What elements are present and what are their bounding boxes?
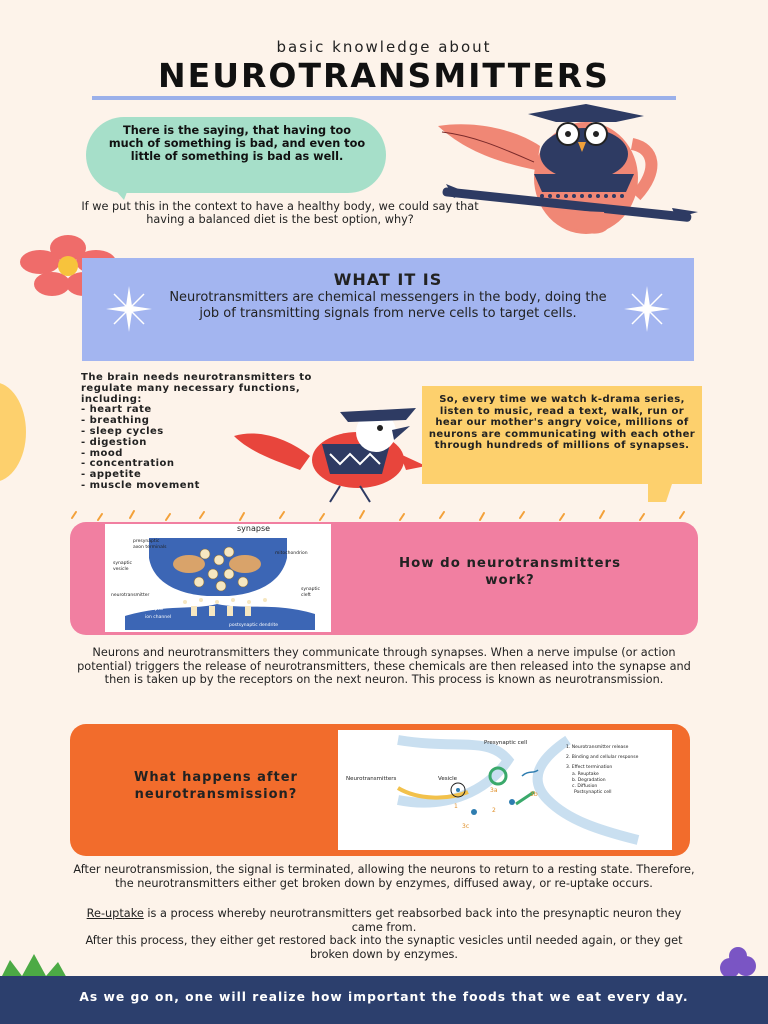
diagram-label: axon terminals bbox=[133, 545, 167, 550]
diagram-label: 3a bbox=[490, 787, 498, 794]
quote-text: There is the saying, that having too much of something is bad, and even too little of something is bad as well. bbox=[108, 124, 366, 163]
reuptake-term: Re-uptake bbox=[86, 907, 144, 920]
how-work-title: How do neurotransmitters work? bbox=[399, 556, 621, 588]
page-title: NEUROTRANSMITTERS bbox=[158, 56, 610, 95]
list-item: - heart rate bbox=[81, 404, 152, 416]
intro-text: If we put this in the context to have a healthy body, we could say that having a balanced diet is the best option, why? bbox=[81, 200, 479, 226]
owl-illustration bbox=[436, 100, 706, 240]
quote-bubble-tail bbox=[110, 184, 130, 200]
yellow-blob-decoration bbox=[0, 382, 26, 482]
list-item: - breathing bbox=[81, 415, 150, 427]
diagram-label: 1 bbox=[454, 803, 458, 810]
neurotransmission-diagram bbox=[338, 730, 672, 850]
note-text: So, every time we watch k-drama series, listen to music, read a text, walk, run or hear our mother's angry voice, millions of neurons are communicating with each other through hundreds of millions of synapses. bbox=[428, 394, 696, 452]
list-item: - sleep cycles bbox=[81, 425, 164, 437]
diagram-label: postsynaptic dendrite bbox=[229, 623, 279, 628]
diagram-label: presynaptic bbox=[133, 539, 160, 544]
diagram-label: synaptic bbox=[113, 561, 132, 566]
note-panel-tail bbox=[648, 484, 672, 502]
reuptake-after: After this process, they either get restored back into the synaptic vesicles until needed again, or they get broken down by enzymes. bbox=[85, 934, 683, 961]
diagram-label: 3b bbox=[530, 791, 538, 798]
diagram-label: 2 bbox=[492, 807, 496, 814]
what-it-is-text: Neurotransmitters are chemical messengers in the body, doing the job of transmitting signals from nerve cells to target cells. bbox=[169, 290, 607, 321]
fruit-decoration bbox=[0, 946, 768, 980]
termination-text: After neurotransmission, the signal is terminated, allowing the neurons to return to a resting state. Therefore, the neurotransmitters either get broken down by enzymes, diffused away, or re-uptake occurs. bbox=[73, 863, 695, 890]
list-item: - concentration bbox=[81, 458, 175, 470]
list-item: - mood bbox=[81, 447, 123, 459]
diagram-label: neurotransmitter bbox=[111, 593, 150, 598]
diagram-label: 2. Binding and cellular response bbox=[566, 755, 639, 760]
diagram-label: vesicle bbox=[113, 567, 129, 572]
diagram-label: Neurotransmitters bbox=[346, 776, 397, 782]
diagram-label: 1. Neurotransmitter release bbox=[566, 745, 629, 750]
reuptake-definition: is a process whereby neurotransmitters get reabsorbed back into the presynaptic neuron they came from. bbox=[143, 907, 682, 934]
list-item: - digestion bbox=[81, 436, 147, 448]
diagram-label: Presynaptic cell bbox=[484, 740, 528, 746]
page-subtitle: basic knowledge about bbox=[276, 38, 492, 56]
what-it-is-title: WHAT IT IS bbox=[333, 270, 443, 289]
sparkle-icon bbox=[622, 284, 672, 334]
after-title: What happens after neurotransmission? bbox=[134, 770, 298, 802]
functions-intro: The brain needs neurotransmitters to regulate many necessary functions, including: bbox=[81, 372, 312, 405]
confetti-divider bbox=[70, 508, 700, 522]
diagram-label: cleft bbox=[301, 593, 311, 598]
neurotransmission-text: Neurons and neurotransmitters they communicate through synapses. When a nerve impulse (or action potential) triggers the release of neurotransmitters, these chemicals are then released into the synapse and then is taken up by the receptors on the next neuron. This process is known as neurotransmission. bbox=[77, 646, 691, 686]
diagram-label: 3. Effect termination bbox=[566, 765, 613, 770]
diagram-label: ion channel bbox=[145, 615, 172, 620]
diagram-label: mitochondrion bbox=[275, 551, 308, 556]
list-item: - muscle movement bbox=[81, 479, 200, 491]
diagram-label: c. Diffusion bbox=[572, 784, 598, 789]
diagram-label: synaptic bbox=[301, 587, 320, 592]
list-item: - appetite bbox=[81, 469, 142, 481]
diagram-label: a. Reuptake bbox=[572, 772, 599, 777]
diagram-label: b. Degradation bbox=[572, 778, 606, 783]
diagram-label: synapse bbox=[237, 524, 271, 533]
synapse-diagram bbox=[105, 524, 331, 632]
sparkle-icon bbox=[104, 284, 154, 334]
bird-illustration bbox=[230, 404, 426, 506]
diagram-label: Vesicle bbox=[438, 776, 458, 782]
diagram-label: 3c bbox=[462, 823, 470, 830]
diagram-label: Postsynaptic cell bbox=[574, 790, 612, 795]
diagram-label: receptor bbox=[145, 607, 164, 612]
footer-text: As we go on, one will realize how important the foods that we eat every day. bbox=[79, 990, 689, 1004]
